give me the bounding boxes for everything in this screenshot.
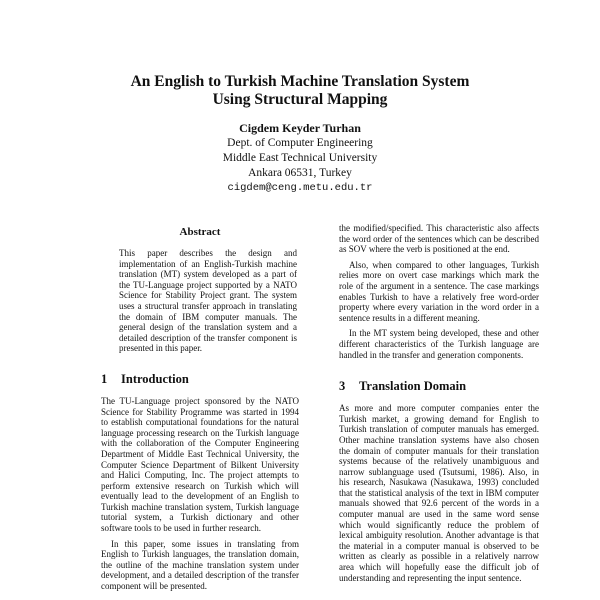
author-department: Dept. of Computer Engineering bbox=[227, 137, 373, 149]
section-number: 3 bbox=[339, 379, 346, 394]
title-line-1: An English to Turkish Machine Translation System bbox=[130, 73, 470, 90]
translation-domain-paragraph: As more and more computer companies enter the Turkish market, a growing demand for English to Turkish translation of computer manuals has emerged. Other machine translation systems have also chosen the domain of computer manuals for their translation systems because of the relatively unambiguous and narrow sublanguage used (Tsutsumi, 1986). Also, in his research, Nasukawa (Nasukawa, 1993) concluded that the statistical analysis of the text in IBM computer manuals showed that 92.6 percent of the words in a computer manual are used in the same word sense which would significantly reduce the problem of lexical ambiguity resolution. Another advantage is that the material in a computer manual is observed to be written as clearly as possible in a relatively narrow area which will hopefully ease the difficult job of understanding and representing the input sentence. bbox=[339, 403, 539, 583]
title-line-2: Using Structural Mapping bbox=[212, 91, 388, 108]
section-number: 1 bbox=[101, 371, 108, 386]
section-title: Translation Domain bbox=[359, 379, 467, 394]
left-column bbox=[101, 220, 299, 597]
section-title: Introduction bbox=[121, 371, 189, 386]
right-paragraph-3: In the MT system being developed, these and other different characteristics of the Turkish language are handled in the transfer and generation components. bbox=[339, 328, 539, 360]
right-column bbox=[339, 223, 539, 588]
author-email: cigdem@ceng.metu.edu.tr bbox=[227, 182, 373, 194]
abstract-text: This paper describes the design and implementation of an English-Turkish machine translation (MT) system developed as a part of the TU-Language project supported by a NATO Science for Stability Project grant. The system uses a structural transfer approach in translating the domain of IBM computer manuals. The general design of the translation system and a detailed description of the transfer component is presented in this paper. bbox=[119, 248, 297, 354]
intro-paragraph-1: The TU-Language project sponsored by the NATO Science for Stability Programme was started in 1994 to establish computational foundations for the natural language processing research on the Turkish language with the collaboration of the Computer Engineering Department of Middle East Technical University, the Computer Science Department of Bilkent University and Halici Computing, Inc. The project attempts to perform extensive research on Turkish which will eventually lead to the development of an English to Turkish machine translation system, Turkish language tutorial system, a Turkish dictionary and other software tools to be used in further research. bbox=[101, 395, 299, 534]
author-name: Cigdem Keyder Turhan bbox=[239, 121, 361, 135]
section-heading-translation-domain bbox=[339, 379, 539, 393]
author-university: Middle East Technical University bbox=[222, 152, 378, 164]
right-paragraph-1: the modified/specified. This characteristic also affects the word order of the sentences which can be described as SOV where the verb is positioned at the end. bbox=[339, 223, 539, 255]
author-location: Ankara 06531, Turkey bbox=[248, 167, 352, 179]
abstract-heading: Abstract bbox=[179, 226, 221, 238]
section-heading-introduction bbox=[101, 372, 299, 386]
right-paragraph-2: Also, when compared to other languages, Turkish relies more on overt case markings which mark the role of the argument in a sentence. The case markings enables Turkish to have a relatively free word-order property where every variation in the word order in a sentence results in a different meaning. bbox=[339, 259, 539, 323]
intro-paragraph-2: In this paper, some issues in translating from English to Turkish languages, the translation domain, the outline of the machine translation system under development, and a detailed description of the transfer component will be presented. bbox=[101, 538, 299, 592]
author-block bbox=[150, 121, 450, 196]
paper-title bbox=[60, 73, 540, 109]
